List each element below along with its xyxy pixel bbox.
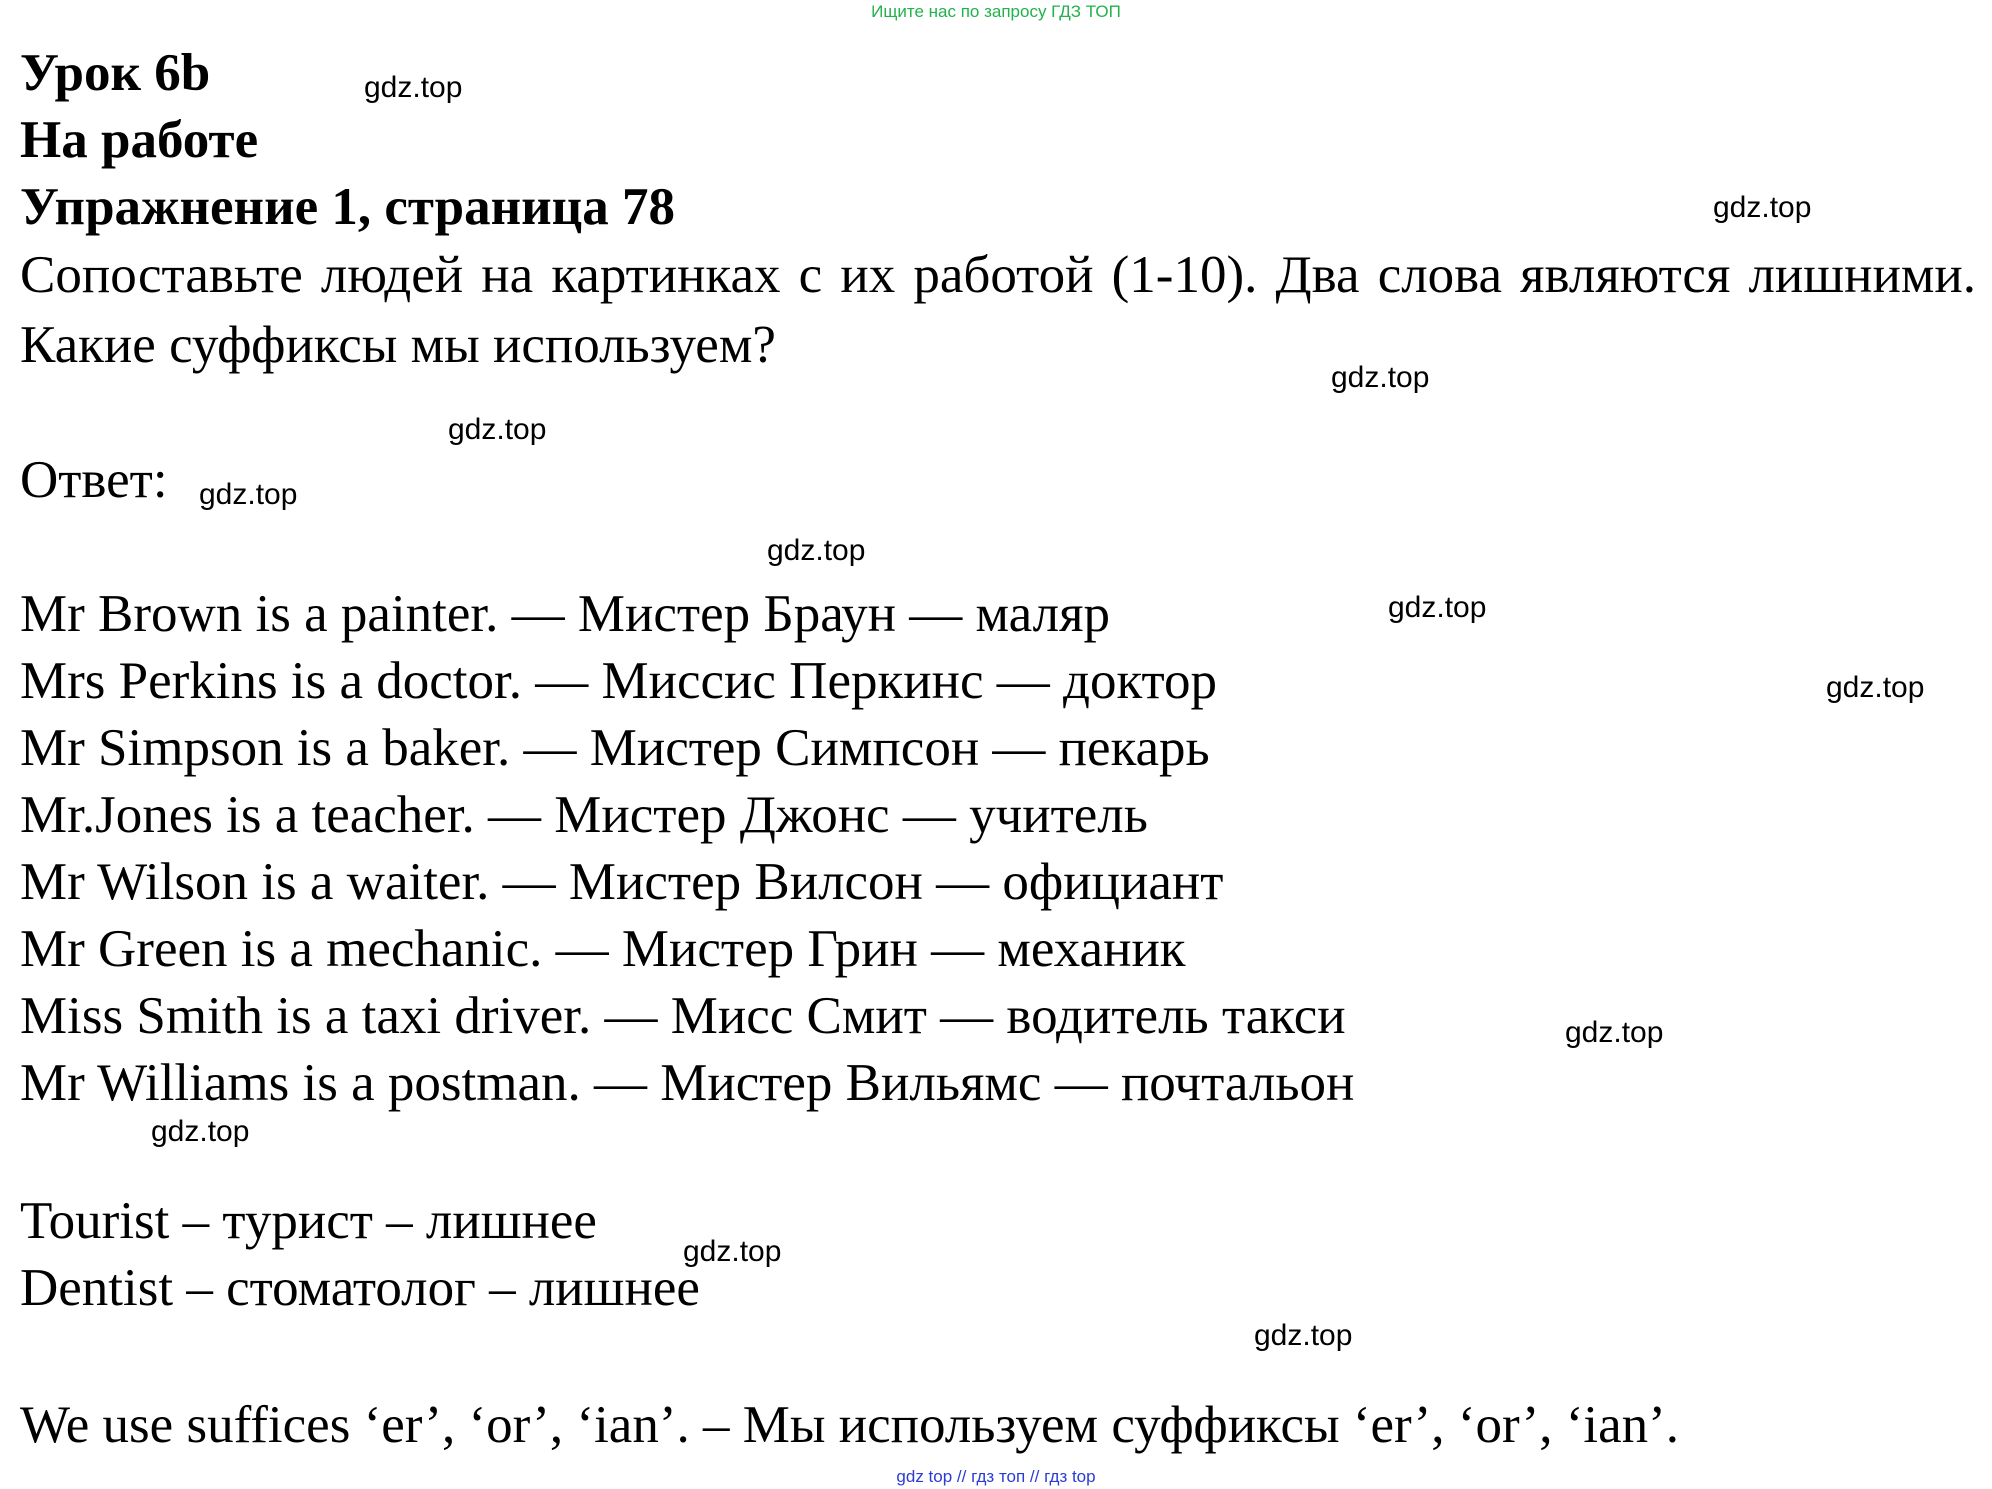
- watermark: gdz.top: [1826, 671, 1925, 704]
- answer-line: Mr Simpson is a baker. — Мистер Симпсон — пекарь: [20, 719, 1210, 777]
- answer-line: Mr.Jones is a teacher. — Мистер Джонс — учитель: [20, 786, 1148, 844]
- top-search-note: Ищите нас по запросу ГДЗ ТОП: [871, 2, 1121, 21]
- answer-line: Mr Wilson is a waiter. — Мистер Вилсон — официант: [20, 853, 1224, 911]
- answer-line: Mr Green is a mechanic. — Мистер Грин — механик: [20, 920, 1186, 978]
- watermark: gdz.top: [1565, 1016, 1664, 1049]
- bottom-note: gdz top // гдз топ // гдз top: [896, 1467, 1096, 1486]
- lesson-title: Урок 6b: [20, 44, 211, 102]
- watermark: gdz.top: [199, 478, 298, 511]
- watermark: gdz.top: [151, 1115, 250, 1148]
- watermark: gdz.top: [1713, 191, 1812, 224]
- answer-line: Mrs Perkins is a doctor. — Миссис Перкинс — доктор: [20, 652, 1217, 710]
- watermark: gdz.top: [448, 413, 547, 446]
- watermark: gdz.top: [1254, 1319, 1353, 1352]
- watermark: gdz.top: [683, 1235, 782, 1268]
- extra-word-line: Tourist – турист – лишнее: [20, 1192, 597, 1250]
- watermark: gdz.top: [1331, 361, 1430, 394]
- watermark: gdz.top: [1388, 591, 1487, 624]
- exercise-title: Упражнение 1, страница 78: [20, 178, 675, 236]
- answer-line: Miss Smith is a taxi driver. — Мисс Смит — водитель такси: [20, 987, 1346, 1045]
- topic-title: На работе: [20, 111, 259, 169]
- watermark: gdz.top: [364, 71, 463, 104]
- answer-line: Mr Brown is a painter. — Мистер Браун — маляр: [20, 585, 1110, 643]
- answer-label: Ответ:: [20, 451, 168, 509]
- task-text: Сопоставьте людей на картинках с их работой (1-10). Два слова являются лишними. Какие суффиксы мы используем?: [20, 246, 1976, 374]
- suffixes-line: We use suffices ‘er’, ‘or’, ‘ian’. – Мы используем суффиксы ‘er’, ‘or’, ‘ian’.: [20, 1396, 1680, 1454]
- watermark: gdz.top: [767, 534, 866, 567]
- answer-line: Mr Williams is a postman. — Мистер Вильямс — почтальон: [20, 1054, 1355, 1112]
- extra-word-line: Dentist – стоматолог – лишнее: [20, 1259, 700, 1317]
